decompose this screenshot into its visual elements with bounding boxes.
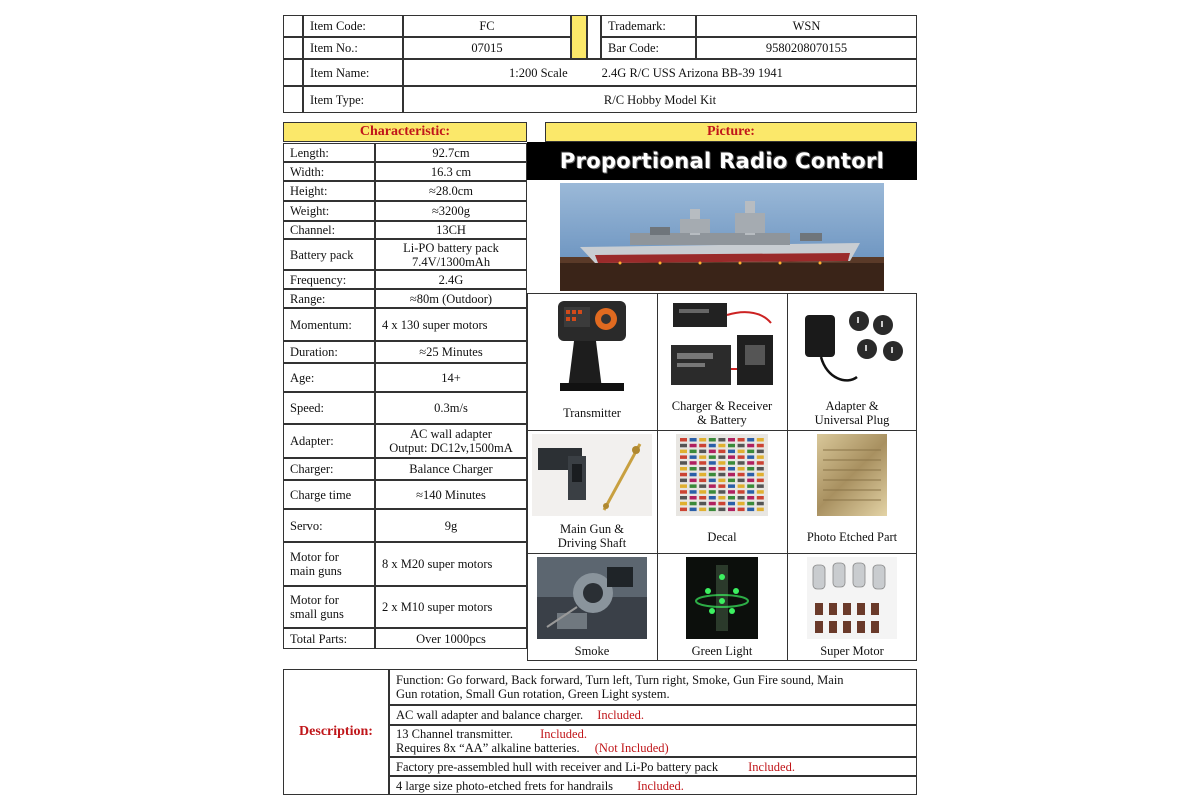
description-function-line-1: Function: Go forward, Back forward, Turn left, Turn right, Smoke, Gun Fire sound, Main [396, 673, 844, 687]
item-name-label: Item Name: [303, 59, 403, 86]
char-label-line-2: main guns [290, 564, 342, 578]
char-value-line-2: Output: DC12v,1500mA [389, 441, 513, 455]
item-name: 2.4G R/C USS Arizona BB-39 1941 [601, 65, 783, 80]
char-value: ≈28.0cm [375, 181, 527, 201]
description-frets [389, 776, 917, 795]
caption-smoke: Smoke [574, 644, 610, 658]
caption-adapter-line-1: Adapter & [825, 399, 879, 413]
header-spacer-2 [587, 15, 601, 59]
char-value: 2.4G [375, 270, 527, 289]
char-label [283, 586, 375, 628]
bar-code-value: 9580208070155 [696, 37, 917, 59]
char-label-line-2: small guns [290, 607, 344, 621]
char-label: Momentum: [283, 308, 375, 341]
caption-decal: Decal [707, 530, 737, 544]
char-label: Length: [283, 143, 375, 162]
item-type-value: R/C Hobby Model Kit [403, 86, 917, 113]
description-title-cell [283, 669, 389, 795]
char-label: Total Parts: [283, 628, 375, 649]
description-hull-included: Included. [748, 759, 795, 774]
grid-col-line-1 [657, 293, 658, 661]
char-value: ≈80m (Outdoor) [375, 289, 527, 308]
char-value: 2 x M10 super motors [375, 586, 527, 628]
caption-adapter-line-2: Universal Plug [814, 413, 890, 427]
picture-title: Picture: [545, 122, 917, 142]
main-gun-photo [532, 434, 652, 516]
char-value: Over 1000pcs [375, 628, 527, 649]
header-spacer-5 [283, 86, 303, 113]
char-value [375, 239, 527, 270]
description-adapter-text: AC wall adapter and balance charger. [396, 708, 584, 722]
char-value: 8 x M20 super motors [375, 542, 527, 586]
caption-super-motor: Super Motor [820, 644, 884, 658]
item-name-value [403, 59, 917, 86]
char-value: Balance Charger [375, 458, 527, 480]
char-label: Height: [283, 181, 375, 201]
char-value-line-2: 7.4V/1300mAh [411, 254, 491, 269]
description-adapter [389, 705, 917, 725]
caption-charger [657, 399, 787, 427]
char-value: ≈3200g [375, 201, 527, 221]
ship-photo [560, 183, 884, 291]
characteristic-title: Characteristic: [283, 122, 527, 142]
smoke-photo [537, 557, 647, 639]
char-label: Weight: [283, 201, 375, 221]
item-no-label: Item No.: [303, 37, 403, 59]
header-spacer-4 [283, 59, 303, 86]
caption-adapter [787, 399, 917, 427]
char-value-line-1: AC wall adapter [410, 427, 492, 441]
char-label: Channel: [283, 221, 375, 239]
description-hull [389, 757, 917, 776]
grid-row-line-2 [527, 553, 917, 554]
char-value: 9g [375, 509, 527, 542]
description-transmitter-text: 13 Channel transmitter. [396, 727, 513, 741]
item-code-value: FC [403, 15, 571, 37]
char-label: Battery pack [283, 239, 375, 270]
char-value: 14+ [375, 363, 527, 392]
banner [527, 142, 917, 180]
caption-charger-line-1: Charger & Receiver [671, 399, 773, 413]
super-motor-photo [807, 557, 897, 639]
char-label: Adapter: [283, 424, 375, 458]
adapter-photo [797, 299, 909, 391]
caption-main-gun [527, 522, 657, 550]
trademark-label: Trademark: [601, 15, 696, 37]
caption-photo-etched: Photo Etched Part [806, 530, 898, 544]
description-title: Description: [299, 724, 373, 739]
char-label-line-1: Motor for [290, 593, 339, 607]
char-label: Charger: [283, 458, 375, 480]
description-transmitter-included: Included. [540, 727, 587, 741]
caption-main-gun-line-1: Main Gun & [560, 522, 624, 536]
char-value-line-1: Li-PO battery pack [403, 240, 499, 255]
item-type-label: Item Type: [303, 86, 403, 113]
char-value: 92.7cm [375, 143, 527, 162]
description-batteries-not-included: (Not Included) [594, 741, 669, 755]
description-batteries-text: Requires 8x “AA” alkaline batteries. [396, 741, 580, 755]
photo-etched-photo [817, 434, 887, 516]
char-label: Age: [283, 363, 375, 392]
description-adapter-included: Included. [597, 708, 645, 722]
char-label: Width: [283, 162, 375, 181]
charger-photo [667, 299, 779, 391]
banner-text: Proportional Radio Contorl [559, 149, 885, 173]
char-label [283, 542, 375, 586]
caption-charger-line-2: & Battery [697, 413, 747, 427]
char-label-line-1: Motor for [290, 550, 339, 564]
char-value [375, 424, 527, 458]
description-transmitter [389, 725, 917, 757]
header-divider-highlight [571, 15, 587, 59]
header-spacer-3 [283, 37, 303, 59]
char-label: Range: [283, 289, 375, 308]
char-label: Duration: [283, 341, 375, 363]
char-value: 13CH [375, 221, 527, 239]
item-scale: 1:200 Scale [509, 65, 568, 80]
char-label: Charge time [283, 480, 375, 509]
transmitter-photo [552, 297, 632, 393]
caption-transmitter: Transmitter [563, 406, 621, 420]
description-function-line-2: Gun rotation, Small Gun rotation, Green Light system. [396, 687, 670, 701]
green-light-photo [686, 557, 758, 639]
header-spacer-1 [283, 15, 303, 37]
char-label: Speed: [283, 392, 375, 424]
char-value: 4 x 130 super motors [375, 308, 527, 341]
trademark-value: WSN [696, 15, 917, 37]
caption-green-light: Green Light [691, 644, 753, 658]
char-value: ≈140 Minutes [375, 480, 527, 509]
description-function [389, 669, 917, 705]
item-no-value: 07015 [403, 37, 571, 59]
char-value: 0.3m/s [375, 392, 527, 424]
decal-photo [676, 434, 768, 516]
description-frets-included: Included. [637, 778, 684, 793]
caption-main-gun-line-2: Driving Shaft [557, 536, 627, 550]
grid-row-line-1 [527, 430, 917, 431]
bar-code-label: Bar Code: [601, 37, 696, 59]
description-frets-text: 4 large size photo-etched frets for handrails [396, 778, 614, 793]
char-label: Frequency: [283, 270, 375, 289]
item-code-label: Item Code: [303, 15, 403, 37]
char-value: ≈25 Minutes [375, 341, 527, 363]
grid-col-line-2 [787, 293, 788, 661]
description-hull-text: Factory pre-assembled hull with receiver and Li-Po battery pack [396, 759, 719, 774]
char-label: Servo: [283, 509, 375, 542]
char-value: 16.3 cm [375, 162, 527, 181]
